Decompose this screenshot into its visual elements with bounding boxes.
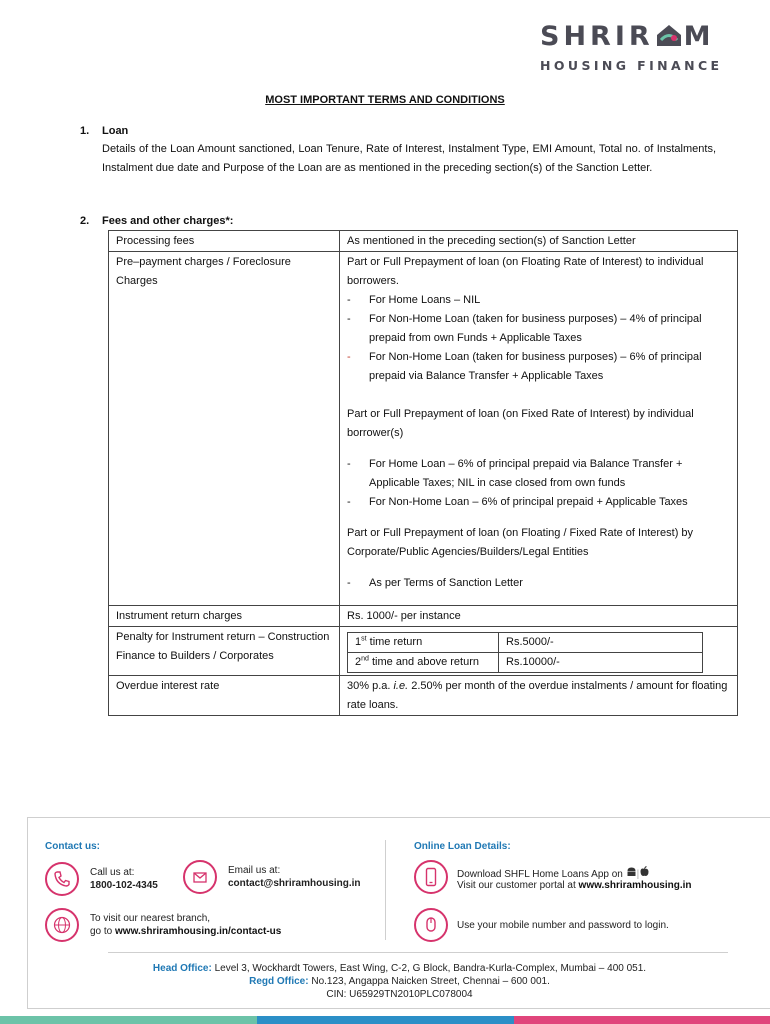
overdue-label: Overdue interest rate <box>109 676 340 716</box>
prepayment-value <box>340 252 738 606</box>
contact-heading: Contact us: <box>45 841 100 852</box>
footer-divider <box>385 840 386 940</box>
row-label: time return <box>366 636 423 648</box>
footer-bar-blue <box>257 1016 514 1024</box>
ordinal-number: 2 <box>355 656 362 668</box>
footer-bar-pink <box>514 1016 770 1024</box>
section-2-number: 2. <box>80 215 90 227</box>
logo-wordmark <box>540 22 745 55</box>
overdue-value <box>340 676 738 716</box>
email-value[interactable]: contact@shriramhousing.in <box>228 878 361 889</box>
section-1-body: Details of the Loan Amount sanctioned, Loan Tenure, Rate of Interest, Instalment Type, EMI Amount, Total no. of Instalments, Instalment due date and Purpose of the Loan are as mentioned in the preceding section(s) of the Sanction Letter. <box>102 143 716 174</box>
dash-marker: - <box>347 294 351 306</box>
processing-fees-value: As mentioned in the preceding section(s) of Sanction Letter <box>340 231 738 252</box>
branch-line-2 <box>90 925 281 938</box>
list-item-text: As per Terms of Sanction Letter <box>369 577 523 589</box>
section-2-heading: Fees and other charges*: <box>102 215 234 227</box>
penalty-label: Penalty for Instrument return – Construction Finance to Builders / Corporates <box>109 627 340 676</box>
instrument-return-label: Instrument return charges <box>109 606 340 627</box>
dash-marker: - <box>347 577 351 589</box>
app-download-text: Download SHFL Home Loans App on <box>457 869 623 880</box>
email-icon <box>183 860 217 894</box>
processing-fees-label: Processing fees <box>109 231 340 252</box>
table-row <box>109 676 738 716</box>
list-item <box>347 310 730 348</box>
penalty-row-1-value: Rs.5000/- <box>499 633 703 653</box>
ordinal-suffix: st <box>361 635 367 643</box>
corporate-intro: Part or Full Prepayment of loan (on Floating / Fixed Rate of Interest) by Corporate/Public Agencies/Builders/Legal Entities <box>347 527 694 558</box>
floating-intro: Part or Full Prepayment of loan (on Floating Rate of Interest) to individual borrowers. <box>347 256 704 287</box>
dash-marker: - <box>347 313 351 325</box>
list-item <box>347 493 730 512</box>
logo-text-2: M <box>683 21 715 52</box>
penalty-table <box>347 632 703 673</box>
section-1-number: 1. <box>80 125 90 137</box>
penalty-row-1-label <box>348 633 499 653</box>
table-row <box>109 627 738 676</box>
list-item <box>347 291 730 310</box>
section-1-heading: Loan <box>102 125 129 137</box>
portal-prefix: Visit our customer portal at <box>457 880 579 891</box>
cin-number: CIN: U65929TN2010PLC078004 <box>326 989 473 1000</box>
page-title: MOST IMPORTANT TERMS AND CONDITIONS <box>265 94 505 106</box>
regd-office-label: Regd Office: <box>249 976 309 987</box>
mouse-icon <box>414 908 448 942</box>
footer-bar-green <box>0 1016 257 1024</box>
online-heading: Online Loan Details: <box>414 841 511 852</box>
globe-icon <box>45 908 79 942</box>
contact-footer <box>27 817 770 1009</box>
dash-marker: - <box>347 496 351 508</box>
brand-logo <box>540 22 745 74</box>
mobile-icon <box>414 860 448 894</box>
ordinal-suffix: nd <box>361 655 369 663</box>
portal-url-link[interactable]: www.shriramhousing.in <box>578 880 692 891</box>
regd-office <box>28 976 770 989</box>
row-label: time and above return <box>368 656 479 668</box>
call-label: Call us at: <box>90 867 135 878</box>
logo-subtitle: HOUSING FINANCE <box>540 58 723 73</box>
penalty-value <box>340 627 738 676</box>
list-item-text: For Non-Home Loan (taken for business purposes) – 6% of principal prepaid via Balance Transfer + Applicable Taxes <box>369 351 702 382</box>
penalty-row-2-value: Rs.10000/- <box>499 653 703 673</box>
branch-line-1: To visit our nearest branch, <box>90 913 211 924</box>
table-row <box>109 252 738 606</box>
list-item-text: For Home Loan – 6% of principal prepaid via Balance Transfer + Applicable Taxes; NIL in case closed from own funds <box>369 458 683 489</box>
table-row <box>109 606 738 627</box>
regd-office-address: No.123, Angappa Naicken Street, Chennai – 600 001. <box>308 976 550 987</box>
overdue-text-pre: 30% p.a. <box>347 680 394 692</box>
house-logo-icon <box>655 22 683 55</box>
login-instruction: Use your mobile number and password to login. <box>457 920 669 931</box>
instrument-return-value: Rs. 1000/- per instance <box>340 606 738 627</box>
dash-marker: - <box>347 351 351 363</box>
ordinal-number: 1 <box>355 636 362 648</box>
store-separator: | <box>636 869 640 880</box>
penalty-row-2-label <box>348 653 499 673</box>
head-office <box>28 963 770 976</box>
table-row <box>109 231 738 252</box>
call-number[interactable]: 1800-102-4345 <box>90 880 158 891</box>
list-item <box>347 574 730 593</box>
head-office-address: Level 3, Wockhardt Towers, East Wing, C-2, G Block, Bandra-Kurla-Complex, Mumbai – 400 051. <box>211 963 647 974</box>
table-row <box>348 633 703 653</box>
fixed-intro: Part or Full Prepayment of loan (on Fixed Rate of Interest) by individual borrower(s) <box>347 408 694 439</box>
branch-prefix: go to <box>90 926 116 937</box>
list-item <box>347 348 730 386</box>
overdue-text-ie: i.e. <box>393 680 409 692</box>
list-item-text: For Home Loans – NIL <box>369 294 481 306</box>
footer-separator <box>108 952 728 953</box>
list-item-text: For Non-Home Loan (taken for business purposes) – 4% of principal prepaid from own Funds + Applicable Taxes <box>369 313 702 344</box>
logo-text-1: SHRIR <box>540 21 654 52</box>
branch-url-link[interactable]: www.shriramhousing.in/contact-us <box>115 926 282 937</box>
table-row <box>348 653 703 673</box>
overdue-text-post: 2.50% per month of the overdue instalments / amount for floating rate loans. <box>347 680 728 711</box>
head-office-label: Head Office: <box>152 963 212 974</box>
fees-table <box>108 230 738 716</box>
list-item-text: For Non-Home Loan – 6% of principal prepaid + Applicable Taxes <box>369 496 688 508</box>
list-item <box>347 455 730 493</box>
email-label: Email us at: <box>228 865 281 876</box>
portal-line <box>457 879 692 892</box>
prepayment-label: Pre–payment charges / Foreclosure Charges <box>109 252 340 606</box>
dash-marker: - <box>347 458 351 470</box>
phone-icon <box>45 862 79 896</box>
